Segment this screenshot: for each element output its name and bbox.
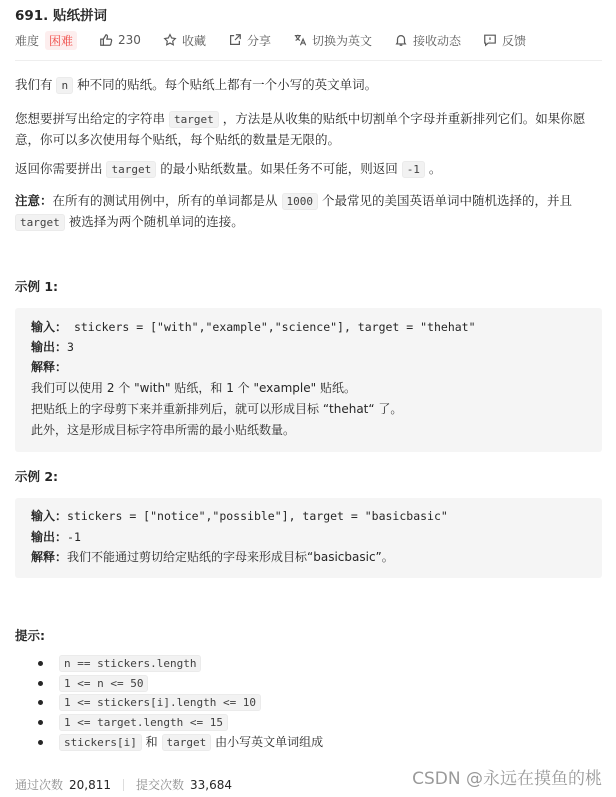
difficulty-label: 难度 [15, 33, 40, 48]
text: 种不同的贴纸。每个贴纸上都有一个小写的英文单词。 [73, 77, 378, 92]
accepted-label: 通过次数 [15, 778, 64, 792]
inline-code: target [106, 161, 156, 178]
text: 在所有的测试用例中，所有的单词都是从 [52, 193, 282, 208]
text: 返回你需要拼出 [15, 161, 107, 176]
share-icon [228, 33, 242, 47]
example-2-input [31, 506, 448, 526]
collect-button[interactable] [163, 32, 206, 49]
hints-list [15, 653, 323, 751]
input-label: 输入： [31, 320, 68, 334]
inline-code: 1000 [282, 193, 319, 210]
inline-code: target [15, 214, 65, 231]
input-label: 输入： [31, 509, 68, 523]
text: 我们有 [15, 77, 57, 92]
inline-code: n [56, 77, 73, 94]
text: 由小写英文单词组成 [211, 734, 324, 749]
header-divider [15, 60, 602, 61]
share-label: 分享 [246, 33, 271, 48]
feedback-button[interactable] [483, 32, 526, 49]
list-item [15, 732, 323, 752]
example-1-input [31, 317, 476, 337]
example-1-block [15, 308, 602, 452]
text: 被选择为两个随机单词的连接。 [64, 214, 244, 229]
example-2-explain [31, 547, 394, 567]
inline-code: 1 <= n <= 50 [59, 675, 148, 692]
bullet [38, 661, 43, 666]
example-1-explain-line-2: 把贴纸上的字母剪下来并重新排列后，就可以形成目标 “thehat“ 了。 [31, 402, 403, 416]
output-label: 输出： [31, 340, 68, 354]
output-value: -1 [67, 530, 81, 544]
example-2-output [31, 527, 81, 547]
output-value: 3 [67, 340, 74, 354]
inline-code: -1 [402, 161, 425, 178]
submissions-count: 33,684 [190, 777, 233, 792]
hints-title: 提示: [15, 628, 45, 643]
submission-stats [15, 776, 232, 793]
inline-code: target [169, 111, 219, 128]
switch-language-label: 切换为英文 [311, 33, 372, 48]
watermark: CSDN @永远在摸鱼的桃 [412, 769, 602, 789]
example-1-output [31, 337, 74, 357]
bullet [38, 700, 43, 705]
example-2-block [15, 498, 602, 578]
list-item [15, 653, 323, 673]
collect-label: 收藏 [181, 33, 206, 48]
example-1-title: 示例 1: [15, 279, 59, 294]
explain-text: 我们不能通过剪切给定贴纸的字母来形成目标“basicbasic”。 [67, 550, 394, 564]
inline-code: target [162, 734, 212, 751]
explain-label: 解释： [31, 550, 68, 564]
inline-code: stickers[i] [59, 734, 142, 751]
example-2-title: 示例 2: [15, 469, 59, 484]
like-button[interactable] [99, 33, 141, 47]
text: 。 [424, 161, 442, 176]
inline-code: 1 <= target.length <= 15 [59, 714, 228, 731]
list-item [15, 692, 323, 712]
accepted-count: 20,811 [69, 777, 112, 792]
text: ，方法是从收集的贴纸中切割单个字母并重新排列它们。如果你愿意，你可以多次使用每个贴纸，每个贴纸的数量是无限的。 [15, 111, 586, 147]
text: 的最小贴纸数量。如果任务不可能，则返回 [156, 161, 402, 176]
problem-toolbar [15, 30, 548, 50]
description-paragraph-3 [15, 159, 605, 180]
description-paragraph-1 [15, 75, 605, 96]
description-note [15, 191, 605, 233]
submissions-label: 提交次数 [136, 778, 185, 792]
explain-label: 解释： [31, 360, 68, 374]
feedback-icon [483, 33, 497, 47]
list-item [15, 712, 323, 732]
inline-code: 1 <= stickers[i].length <= 10 [59, 694, 261, 711]
example-1-explain-line-1: 我们可以使用 2 个 "with" 贴纸，和 1 个 "example" 贴纸。 [31, 381, 356, 395]
output-label: 输出： [31, 530, 68, 544]
problem-title: 691. 贴纸拼词 [15, 8, 108, 24]
difficulty-badge: 困难 [45, 31, 77, 50]
description-paragraph-2 [15, 109, 605, 150]
bullet [38, 740, 43, 745]
subscribe-button[interactable] [394, 32, 461, 49]
bullet [38, 720, 43, 725]
star-icon [163, 33, 177, 47]
input-value: stickers = ["with","example","science"], target = "thehat" [67, 320, 476, 334]
feedback-label: 反馈 [502, 33, 527, 48]
like-count: 230 [118, 33, 141, 47]
bullet [38, 681, 43, 686]
example-1-explain-line-3: 此外，这是形成目标字符串所需的最小贴纸数量。 [31, 423, 296, 437]
stats-divider [123, 779, 124, 791]
share-button[interactable] [228, 32, 271, 49]
inline-code: n == stickers.length [59, 655, 201, 672]
bell-icon [394, 33, 408, 47]
example-1-explain-label [31, 357, 67, 377]
translate-icon [293, 33, 307, 47]
note-label: 注意： [15, 193, 53, 208]
subscribe-label: 接收动态 [412, 33, 461, 48]
input-value: stickers = ["notice","possible"], target = "basicbasic" [67, 509, 448, 523]
text: 和 [141, 734, 162, 749]
list-item [15, 673, 323, 693]
switch-language-button[interactable] [293, 32, 372, 49]
text: 个最常见的美国英语单词中随机选择的，并且 [318, 193, 572, 208]
thumbs-up-icon [99, 33, 113, 47]
text: 您想要拼写出给定的字符串 [15, 111, 169, 126]
